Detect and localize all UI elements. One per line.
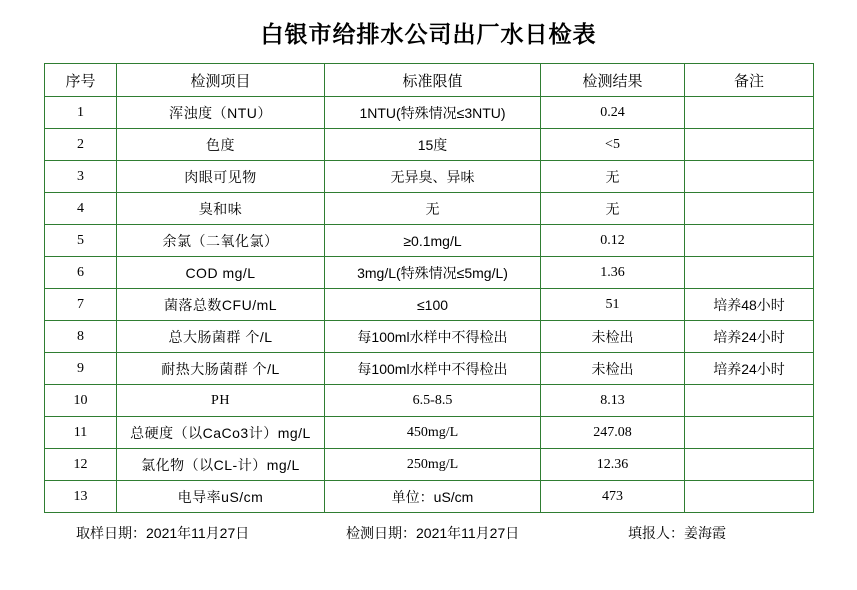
cell-result: 12.36	[541, 449, 685, 481]
cell-item: PH	[117, 385, 325, 417]
column-header-no: 序号	[45, 64, 117, 97]
cell-item: 氯化物（以CL-计）mg/L	[117, 449, 325, 481]
cell-result: 247.08	[541, 417, 685, 449]
cell-item: 浑浊度（NTU）	[117, 97, 325, 129]
cell-limit: 3mg/L(特殊情况≤5mg/L)	[325, 257, 541, 289]
cell-no: 9	[45, 353, 117, 385]
cell-no: 5	[45, 225, 117, 257]
cell-result: 473	[541, 481, 685, 513]
cell-result: 未检出	[541, 353, 685, 385]
cell-no: 7	[45, 289, 117, 321]
column-header-result: 检测结果	[541, 64, 685, 97]
footer	[0, 523, 857, 543]
table-row	[45, 257, 814, 289]
cell-item: COD mg/L	[117, 257, 325, 289]
water-quality-table	[44, 63, 814, 513]
cell-result: 0.12	[541, 225, 685, 257]
cell-note	[685, 449, 814, 481]
cell-result: 51	[541, 289, 685, 321]
cell-item: 总硬度（以CaCo3计）mg/L	[117, 417, 325, 449]
table-row	[45, 161, 814, 193]
cell-note	[685, 225, 814, 257]
cell-result: 1.36	[541, 257, 685, 289]
cell-no: 11	[45, 417, 117, 449]
cell-limit: 6.5-8.5	[325, 385, 541, 417]
table-row	[45, 417, 814, 449]
cell-limit: 单位：uS/cm	[325, 481, 541, 513]
cell-item: 色度	[117, 129, 325, 161]
cell-note	[685, 481, 814, 513]
cell-no: 12	[45, 449, 117, 481]
cell-limit: 每100ml水样中不得检出	[325, 353, 541, 385]
table-row	[45, 481, 814, 513]
cell-no: 1	[45, 97, 117, 129]
cell-result: <5	[541, 129, 685, 161]
cell-note	[685, 97, 814, 129]
cell-limit: ≥0.1mg/L	[325, 225, 541, 257]
cell-item: 总大肠菌群 个/L	[117, 321, 325, 353]
cell-item: 余氯（二氧化氯）	[117, 225, 325, 257]
column-header-note: 备注	[685, 64, 814, 97]
table-row	[45, 449, 814, 481]
cell-limit: 15度	[325, 129, 541, 161]
cell-note	[685, 257, 814, 289]
cell-note	[685, 385, 814, 417]
cell-limit: 每100ml水样中不得检出	[325, 321, 541, 353]
table-container	[0, 63, 857, 513]
cell-result: 无	[541, 161, 685, 193]
cell-no: 10	[45, 385, 117, 417]
document-page	[0, 16, 857, 590]
cell-result: 0.24	[541, 97, 685, 129]
table-row	[45, 97, 814, 129]
cell-result: 8.13	[541, 385, 685, 417]
cell-no: 4	[45, 193, 117, 225]
cell-item: 臭和味	[117, 193, 325, 225]
table-row	[45, 225, 814, 257]
reporter: 填报人：姜海霞	[628, 525, 726, 541]
cell-note	[685, 417, 814, 449]
cell-item: 电导率uS/cm	[117, 481, 325, 513]
cell-no: 13	[45, 481, 117, 513]
table-row	[45, 353, 814, 385]
table-row	[45, 289, 814, 321]
cell-item: 耐热大肠菌群 个/L	[117, 353, 325, 385]
cell-limit: 无	[325, 193, 541, 225]
cell-no: 3	[45, 161, 117, 193]
cell-limit: 450mg/L	[325, 417, 541, 449]
cell-no: 2	[45, 129, 117, 161]
sample-date: 取样日期：2021年11月27日	[76, 525, 250, 541]
table-row	[45, 385, 814, 417]
cell-note	[685, 161, 814, 193]
cell-no: 6	[45, 257, 117, 289]
table-header-row	[45, 64, 814, 97]
cell-note: 培养24小时	[685, 321, 814, 353]
table-row	[45, 321, 814, 353]
cell-note	[685, 193, 814, 225]
cell-note: 培养48小时	[685, 289, 814, 321]
test-date: 检测日期：2021年11月27日	[346, 525, 520, 541]
page-title: 白银市给排水公司出厂水日检表	[260, 21, 597, 47]
cell-note: 培养24小时	[685, 353, 814, 385]
cell-result: 未检出	[541, 321, 685, 353]
cell-limit: 无异臭、异味	[325, 161, 541, 193]
table-row	[45, 193, 814, 225]
cell-result: 无	[541, 193, 685, 225]
cell-limit: 1NTU(特殊情况≤3NTU)	[325, 97, 541, 129]
column-header-item: 检测项目	[117, 64, 325, 97]
cell-no: 8	[45, 321, 117, 353]
table-row	[45, 129, 814, 161]
cell-note	[685, 129, 814, 161]
cell-item: 菌落总数CFU/mL	[117, 289, 325, 321]
cell-limit: ≤100	[325, 289, 541, 321]
column-header-limit: 标准限值	[325, 64, 541, 97]
cell-limit: 250mg/L	[325, 449, 541, 481]
cell-item: 肉眼可见物	[117, 161, 325, 193]
